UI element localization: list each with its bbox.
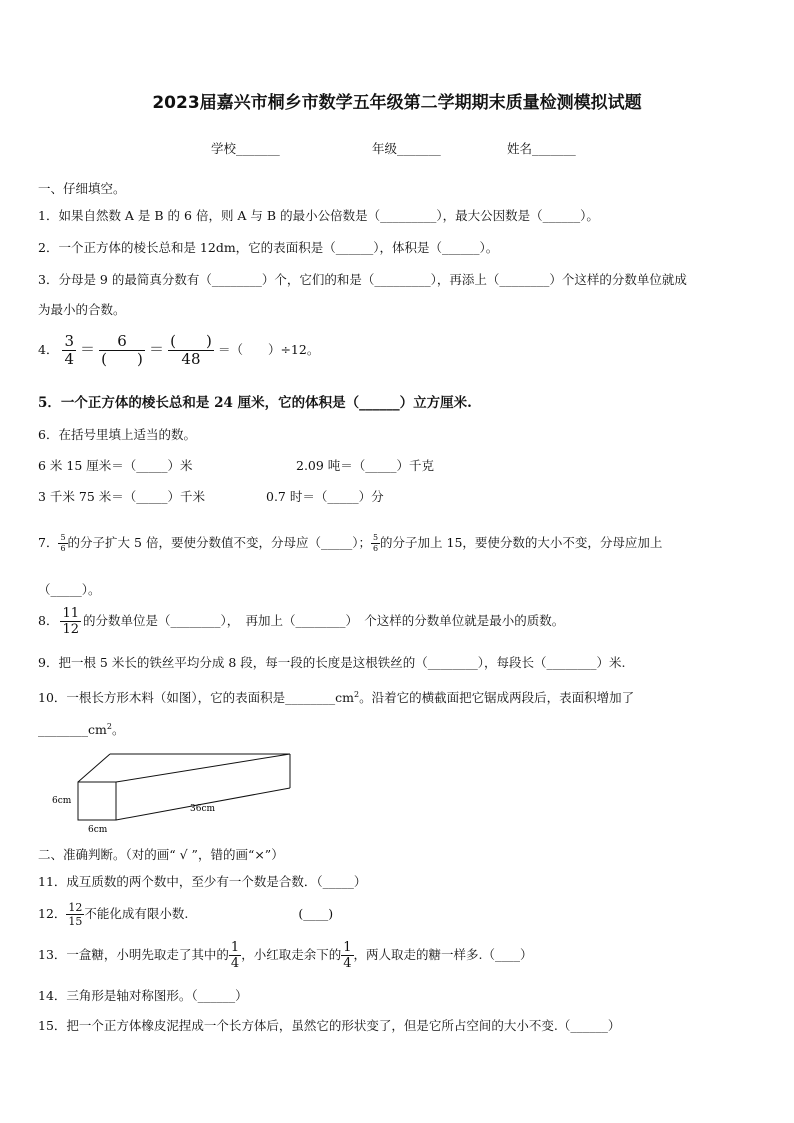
question-13-tail: ，两人取走的糖一样多.（____） <box>353 947 533 962</box>
question-13-text: 13．一盒糖，小明先取走了其中的 <box>38 947 229 962</box>
prism-figure <box>40 748 310 838</box>
fraction <box>371 534 380 553</box>
section-heading-fill: 一、仔细填空。 <box>38 181 126 196</box>
denominator: 4 <box>343 956 352 971</box>
fraction <box>341 941 353 970</box>
fraction <box>58 534 67 553</box>
question-7-part2: 的分子加上 15，要使分数的大小不变，分母应加上 <box>380 535 663 550</box>
question-10-line2 <box>38 718 124 739</box>
question-14: 14．三角形是轴对称图形。（______） <box>38 988 248 1003</box>
answer-blank: (____) <box>298 906 334 921</box>
numerator: 6 <box>99 334 145 351</box>
question-3-line1: 3．分母是 9 的最简真分数有（________）个，它们的和是（_________），再添上（________）个这样的分数单位就成 <box>38 272 687 287</box>
question-12-text: 不能化成有限小数. <box>84 906 189 921</box>
question-1: 1．如果自然数 A 是 B 的 6 倍，则 A 与 B 的最小公倍数是（_________），最大公因数是（______）。 <box>38 208 599 223</box>
prism-edge <box>116 754 290 782</box>
numerator: ( ) <box>168 334 214 351</box>
fraction <box>66 902 84 927</box>
question-6-intro: 6．在括号里填上适当的数。 <box>38 427 196 442</box>
numerator: 5 <box>60 533 66 542</box>
fraction <box>168 334 214 367</box>
numerator: 12 <box>68 901 83 914</box>
name-field: 姓名_______ <box>507 141 576 156</box>
question-4 <box>38 334 319 367</box>
question-11: 11．成互质数的两个数中，至少有一个数是合数．（_____） <box>38 874 367 889</box>
superscript: 2 <box>354 690 360 699</box>
question-8-text: 的分数单位是（________）， 再加上（________） 个这样的分数单位就是最小的质数。 <box>83 613 565 628</box>
numerator: 1 <box>343 940 352 955</box>
equals-sign: ＝ <box>148 340 164 358</box>
school-field: 学校_______ <box>211 141 280 156</box>
fraction <box>229 941 241 970</box>
question-2: 2．一个正方体的棱长总和是 12dm，它的表面积是（______），体积是（______）。 <box>38 240 499 255</box>
grade-field: 年级_______ <box>372 141 441 156</box>
question-label: 8． <box>38 613 59 628</box>
denominator: ( ) <box>101 350 143 368</box>
question-12 <box>38 902 333 927</box>
question-6-b: 2.09 吨＝（_____）千克 <box>296 458 435 473</box>
page-title: 2023届嘉兴市桐乡市数学五年级第二学期期末质量检测模拟试题 <box>152 93 642 113</box>
question-10-text-c: ________cm <box>38 722 107 738</box>
denominator: 6 <box>372 544 379 553</box>
fraction <box>62 334 76 367</box>
prism-edge <box>78 754 110 782</box>
superscript: 2 <box>106 722 112 731</box>
equals-sign: ＝ <box>79 340 95 358</box>
question-label: 4． <box>38 342 59 357</box>
question-13-mid: ，小红取走余下的 <box>241 947 342 962</box>
question-6-c: 3 千米 75 米＝（_____）千米 <box>38 489 206 504</box>
question-9: 9．把一根 5 米长的铁丝平均分成 8 段，每一段的长度是这根铁丝的（________），每段长（________）米. <box>38 655 626 670</box>
question-3-line2: 为最小的合数。 <box>38 302 126 317</box>
question-7-part1: 的分子扩大 5 倍，要使分数值不变，分母应（_____）； <box>67 535 371 550</box>
question-6-a: 6 米 15 厘米＝（_____）米 <box>38 458 193 473</box>
width-label: 6cm <box>88 825 108 835</box>
question-8 <box>38 607 564 636</box>
question-15: 15．把一个正方体橡皮泥捏成一个长方体后，虽然它的形状变了，但是它所占空间的大小不变.（______） <box>38 1018 621 1033</box>
fraction <box>60 607 81 636</box>
question-10-text-d: 。 <box>111 722 125 738</box>
denominator: 15 <box>68 915 83 928</box>
denominator: 4 <box>64 350 74 368</box>
question-7 <box>38 533 662 553</box>
denominator: 4 <box>230 956 240 971</box>
question-10-text-b: 。沿着它的横截面把它锯成两段后，表面积增加了 <box>359 690 635 706</box>
denominator: 12 <box>62 622 79 637</box>
question-6-d: 0.7 时＝（_____）分 <box>266 489 384 504</box>
denominator: 6 <box>60 544 66 553</box>
question-label: 7． <box>38 535 59 550</box>
question-10-text-a: 10．一根长方形木料（如图），它的表面积是________cm <box>38 690 355 706</box>
section-heading-judge: 二、准确判断。（对的画“ √ ”，错的画“×”） <box>38 847 284 862</box>
question-13 <box>38 941 532 970</box>
question-5: 5．一个正方体的棱长总和是 24 厘米，它的体积是（______）立方厘米. <box>38 395 472 411</box>
length-label: 36cm <box>190 804 216 814</box>
question-4-tail: ＝（ ）÷12。 <box>217 342 320 357</box>
question-7-line2: （_____）。 <box>38 582 101 597</box>
numerator: 11 <box>62 606 79 621</box>
fraction <box>99 334 145 367</box>
numerator: 5 <box>372 533 379 542</box>
prism-front-face <box>78 782 116 820</box>
height-label: 6cm <box>52 796 72 806</box>
numerator: 3 <box>64 332 74 350</box>
question-label: 12． <box>38 906 67 921</box>
question-10-line1 <box>38 686 634 707</box>
numerator: 1 <box>230 940 240 955</box>
denominator: 48 <box>181 350 201 368</box>
